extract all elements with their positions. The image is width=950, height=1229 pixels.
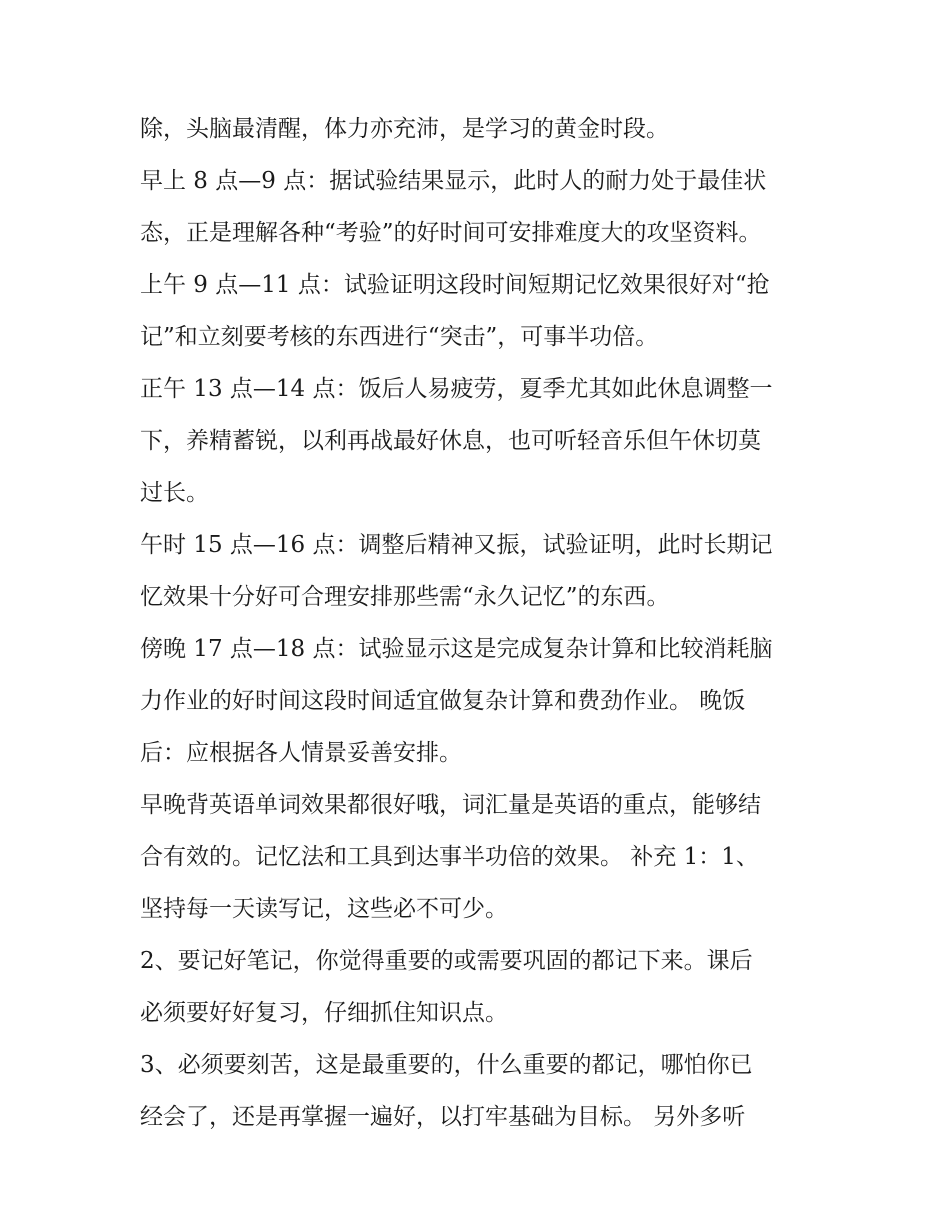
text-line: 忆效果十分好可合理安排那些需“永久记忆”的东西。 — [140, 584, 670, 610]
text-line: 除，头脑最清醒，体力亦充沛，是学习的黄金时段。 — [140, 116, 669, 142]
text-line: 2、要记好笔记，你觉得重要的或需要巩固的都记下来。课后 — [140, 948, 753, 974]
text-line: 坚持每一天读写记，这些必不可少。 — [140, 896, 508, 922]
text-line: 经会了，还是再掌握一遍好，以打牢基础为目标。 另外多听 — [140, 1104, 746, 1130]
text-line: 傍晚 17 点—18 点：试验显示这是完成复杂计算和比较消耗脑 — [140, 636, 773, 662]
text-line: 上午 9 点—11 点：试验证明这段时间短期记忆效果很好对“抢 — [140, 272, 770, 298]
text-line: 记”和立刻要考核的东西进行“突击”，可事半功倍。 — [140, 324, 659, 350]
text-line: 过长。 — [140, 480, 209, 506]
text-line: 态，正是理解各种“考验”的好时间可安排难度大的攻坚资料。 — [140, 220, 762, 246]
text-line: 必须要好好复习，仔细抓住知识点。 — [140, 1000, 508, 1026]
text-line: 正午 13 点—14 点：饭后人易疲劳，夏季尤其如此休息调整一 — [140, 376, 773, 402]
text-line: 早晚背英语单词效果都很好哦，词汇量是英语的重点，能够结 — [140, 792, 761, 818]
text-line: 午时 15 点—16 点：调整后精神又振，试验证明，此时长期记 — [140, 532, 773, 558]
text-line: 下，养精蓄锐，以利再战最好休息，也可听轻音乐但午休切莫 — [140, 428, 761, 454]
text-line: 早上 8 点—9 点：据试验结果显示，此时人的耐力处于最佳状 — [140, 168, 767, 194]
text-line: 3、必须要刻苦，这是最重要的，什么重要的都记，哪怕你已 — [140, 1052, 753, 1078]
document-body — [140, 103, 820, 1143]
text-line: 力作业的好时间这段时间适宜做复杂计算和费劲作业。 晚饭 — [140, 688, 746, 714]
text-line: 后：应根据各人情景妥善安排。 — [140, 740, 462, 766]
text-line: 合有效的。记忆法和工具到达事半功倍的效果。 补充 1：1、 — [140, 844, 759, 870]
